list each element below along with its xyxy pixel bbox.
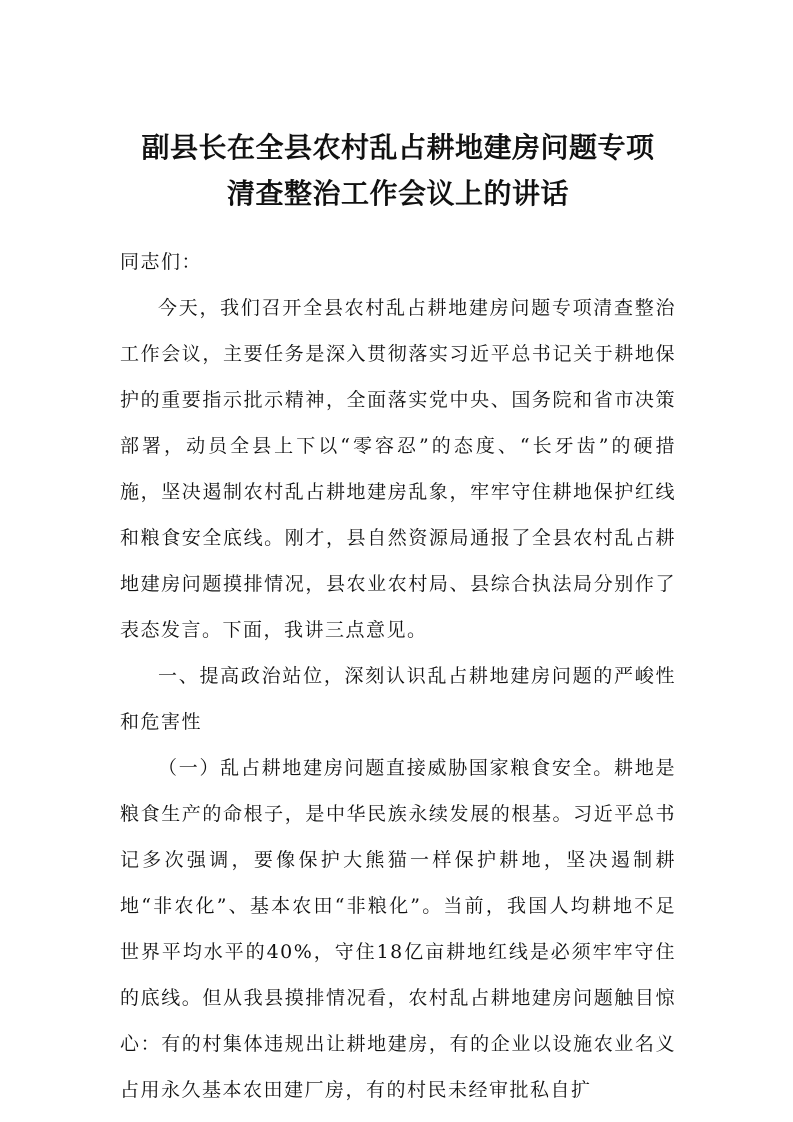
paragraph-opening: 今天，我们召开全县农村乱占耕地建房问题专项清查整治工作会议，主要任务是深入贯彻落实习近平总书记关于耕地保护的重要指示批示精神，全面落实党中央、国务院和省市决策部署，动员全县上下以“零容忍”的态度、“长牙齿”的硬措施，坚决遏制农村乱占耕地建房乱象，牢牢守住耕地保护红线和粮食安全底线。刚才，县自然资源局通报了全县农村乱占耕地建房问题摸排情况，县农业农村局、县综合执法局分别作了表态发言。下面，我讲三点意见。 bbox=[120, 297, 676, 641]
document-body bbox=[120, 239, 676, 1113]
document-title-line-2: 清查整治工作会议上的讲话 bbox=[226, 177, 569, 210]
document-title-line-1: 副县长在全县农村乱占耕地建房问题专项 bbox=[141, 131, 655, 164]
salutation: 同志们： bbox=[120, 251, 203, 273]
section-heading-1: 一、提高政治站位，深刻认识乱占耕地建房问题的严峻性和危害性 bbox=[120, 665, 676, 733]
paragraph-subsection-1: （一）乱占耕地建房问题直接威胁国家粮食安全。耕地是粮食生产的命根子，是中华民族永续发展的根基。习近平总书记多次强调，要像保护大熊猫一样保护耕地，坚决遏制耕地“非农化”、基本农田“非粮化”。当前，我国人均耕地不足世界平均水平的40%，守住18亿亩耕地红线是必须牢牢守住的底线。但从我县摸排情况看，农村乱占耕地建房问题触目惊心：有的村集体违规出让耕地建房，有的企业以设施农业名义占用永久基本农田建厂房，有的村民未经审批私自扩 bbox=[120, 757, 676, 1101]
